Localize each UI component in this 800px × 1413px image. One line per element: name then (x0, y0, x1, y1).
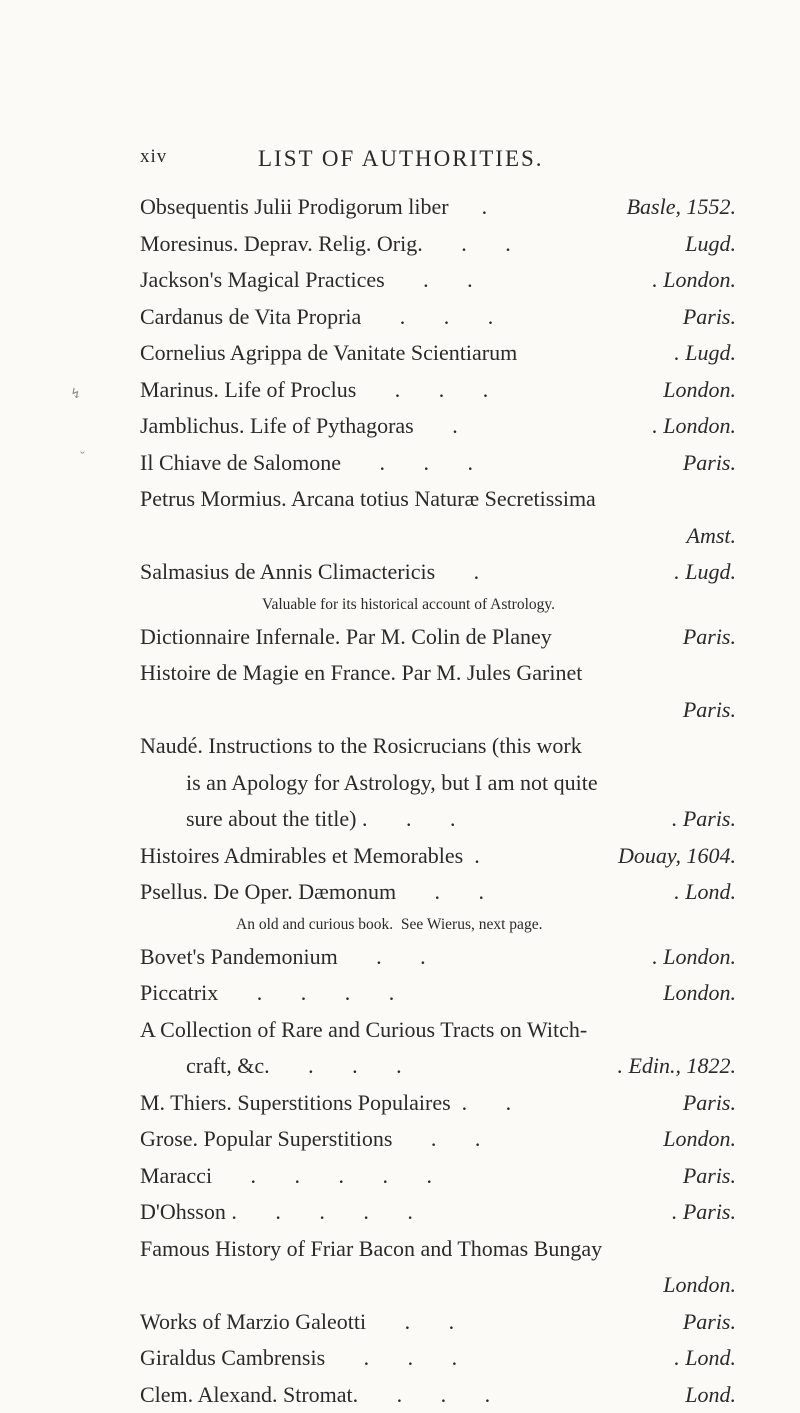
margin-pencil-mark: ˇ (80, 450, 85, 466)
list-item: M. Thiers. Superstitions Populaires . . Paris. (0, 1085, 800, 1122)
list-item: Giraldus Cambrensis . . . . Lond. (0, 1340, 800, 1377)
list-item: Works of Marzio Galeotti . . Paris. (0, 1304, 800, 1341)
list-item-place: Amst. (0, 518, 800, 555)
entry-note: Valuable for its historical account of Astrology. (0, 591, 800, 619)
list-item: Jamblichus. Life of Pythagoras . . London. (0, 408, 800, 445)
list-item: Naudé. Instructions to the Rosicrucians (this work (0, 728, 800, 765)
list-item: Moresinus. Deprav. Relig. Orig. . . Lugd. (0, 226, 800, 263)
list-item: Piccatrix . . . . London. (0, 975, 800, 1012)
list-item: Il Chiave de Salomone . . . Paris. (0, 445, 800, 482)
list-item: Cardanus de Vita Propria . . . Paris. (0, 299, 800, 336)
list-item: Dictionnaire Infernale. Par M. Colin de Planey Paris. (0, 619, 800, 656)
page-header (0, 146, 800, 176)
page-number: xiv (140, 146, 167, 168)
list-item: Famous History of Friar Bacon and Thomas Bungay (0, 1231, 800, 1268)
list-item-place: London. (0, 1267, 800, 1304)
list-item: Salmasius de Annis Climactericis . . Lugd. (0, 554, 800, 591)
list-item-continuation: is an Apology for Astrology, but I am not quite (0, 765, 800, 802)
entry-note: An old and curious book. See Wierus, next page. (0, 911, 800, 939)
list-item: Petrus Mormius. Arcana totius Naturæ Secretissima (0, 481, 800, 518)
list-item: Bovet's Pandemonium . . . London. (0, 939, 800, 976)
list-item: Grose. Popular Superstitions . . London. (0, 1121, 800, 1158)
list-item: Maracci . . . . . Paris. (0, 1158, 800, 1195)
list-item: Obsequentis Julii Prodigorum liber . Basle, 1552. (0, 189, 800, 226)
list-item: Cornelius Agrippa de Vanitate Scientiarum . Lugd. (0, 335, 800, 372)
list-item-continuation: craft, &c. . . . . Edin., 1822. (0, 1048, 800, 1085)
list-item: Histoires Admirables et Memorables . Douay, 1604. (0, 838, 800, 875)
authorities-list (0, 189, 800, 1413)
list-item: A Collection of Rare and Curious Tracts on Witch- (0, 1012, 800, 1049)
margin-pencil-mark: ↯ (70, 386, 82, 403)
list-item: Jackson's Magical Practices . . . London. (0, 262, 800, 299)
list-item-place: Paris. (0, 692, 800, 729)
list-item: Clem. Alexand. Stromat. . . . Lond. (0, 1377, 800, 1413)
list-item: Psellus. De Oper. Dæmonum . . . Lond. (0, 874, 800, 911)
list-item: D'Ohsson . . . . . . Paris. (0, 1194, 800, 1231)
list-item: Marinus. Life of Proclus . . . London. (0, 372, 800, 409)
list-item-continuation: sure about the title) . . . . Paris. (0, 801, 800, 838)
list-item: Histoire de Magie en France. Par M. Jules Garinet (0, 655, 800, 692)
running-title: LIST OF AUTHORITIES. (258, 146, 544, 172)
